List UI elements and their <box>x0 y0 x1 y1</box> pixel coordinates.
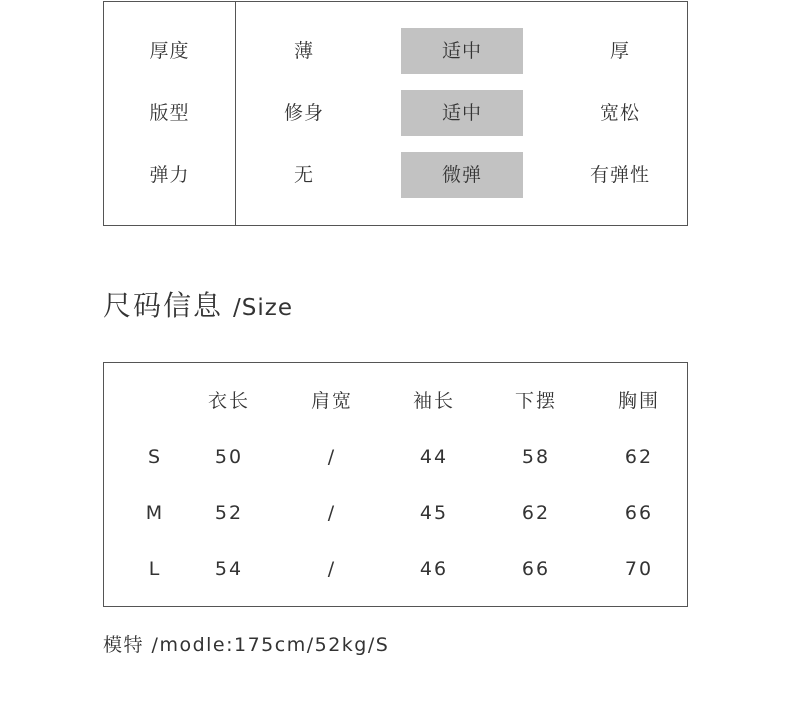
size-value-cell: 46 <box>419 558 449 580</box>
attribute-option: 修身 <box>283 102 324 124</box>
size-value-cell: 66 <box>624 502 654 524</box>
attribute-option: 有弹性 <box>589 164 650 186</box>
size-value-cell: / <box>327 502 337 524</box>
size-value-cell: 52 <box>214 502 244 524</box>
attribute-option: 薄 <box>293 40 314 62</box>
size-table <box>103 362 688 607</box>
size-subtitle-text: /Size <box>233 295 293 321</box>
model-info: 模特 /modle:175cm/52kg/S <box>103 634 390 656</box>
attribute-option-selected: 微弹 <box>401 152 523 198</box>
attribute-option: 无 <box>293 164 314 186</box>
attribute-table <box>103 1 688 226</box>
attribute-option: 厚 <box>609 40 630 62</box>
size-value-cell: / <box>327 558 337 580</box>
size-value-cell: 44 <box>419 446 449 468</box>
size-value-cell: 62 <box>521 502 551 524</box>
size-value-cell: 54 <box>214 558 244 580</box>
size-row-label: L <box>148 558 162 580</box>
size-header-cell: 袖长 <box>412 390 455 412</box>
size-section-title <box>103 284 293 324</box>
size-header-cell: 肩宽 <box>310 390 353 412</box>
size-value-cell: 62 <box>624 446 654 468</box>
attribute-option-selected: 适中 <box>401 28 523 74</box>
size-value-cell: 66 <box>521 558 551 580</box>
attribute-option: 宽松 <box>599 102 640 124</box>
size-header-cell: 下摆 <box>514 390 557 412</box>
size-row-label: M <box>145 502 165 524</box>
size-header-cell: 胸围 <box>617 390 660 412</box>
size-value-cell: 50 <box>214 446 244 468</box>
size-value-cell: / <box>327 446 337 468</box>
attribute-table-divider <box>235 2 236 225</box>
size-title-text: 尺码信息 <box>103 289 224 322</box>
attribute-name: 厚度 <box>149 40 190 62</box>
size-value-cell: 45 <box>419 502 449 524</box>
attribute-name: 版型 <box>149 102 190 124</box>
size-row-label: S <box>147 446 163 468</box>
attribute-name: 弹力 <box>149 164 190 186</box>
size-value-cell: 58 <box>521 446 551 468</box>
size-header-cell: 衣长 <box>207 390 250 412</box>
attribute-option-selected: 适中 <box>401 90 523 136</box>
size-value-cell: 70 <box>624 558 654 580</box>
